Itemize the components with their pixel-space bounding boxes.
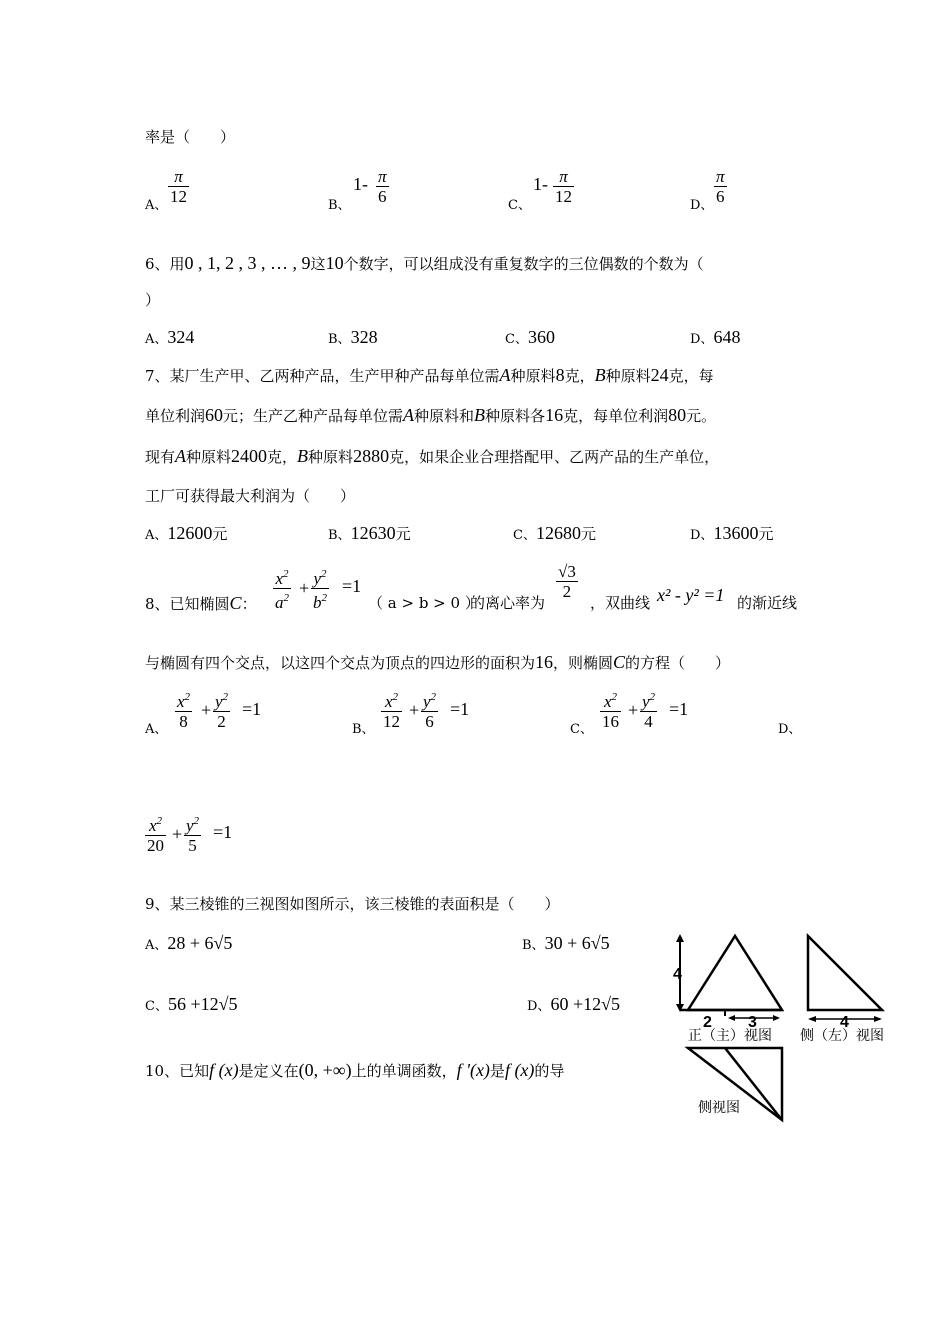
q5-option-b-prefix: 1-	[353, 174, 368, 194]
q8-option-a-x: $\frac{x^2}{8}$	[177, 691, 191, 731]
q8-line-2: 与椭圆有四个交点，以这四个交点为顶点的四边形的面积为16，则椭圆C的方程（ ）	[145, 652, 731, 672]
q9-option-c: C、56 +12√5	[145, 994, 238, 1014]
q5-option-a-label: A、	[145, 198, 168, 213]
q8-option-a-y: $\frac{y^2}{2}$	[215, 691, 229, 731]
q8-option-b-plus: +	[409, 700, 420, 720]
q5-option-c-label: C、	[508, 198, 531, 213]
q8-option-c-plus: +	[628, 700, 639, 720]
q7-line-3: 现有A种原料2400克，B种原料2880克，如果企业合理搭配甲、乙两产品的生产单位，	[145, 446, 720, 466]
q9-three-view-figure	[670, 928, 920, 1128]
q8-option-d-plus: +	[172, 824, 183, 844]
q8-option-a-plus: +	[201, 700, 212, 720]
q5-option-d-frac: $\frac{\pi}{6}$	[716, 167, 725, 206]
q7-option-b: B、12630元	[328, 523, 411, 543]
q8-option-c-label: C、	[570, 722, 593, 737]
q6-option-b: B、328	[328, 327, 378, 347]
q8-option-d-eq: =1	[213, 822, 233, 842]
q8-condition: （ a > b > 0 ）	[368, 594, 480, 612]
q8-option-a-label: A、	[145, 722, 168, 737]
q8-ecc-text: 的离心率为	[470, 594, 546, 612]
q8-option-c-eq: =1	[669, 699, 689, 719]
q9-option-a: A、28 + 6√5	[145, 933, 233, 953]
q6-stem: 6、用0 , 1, 2 , 3 , … , 9这10个数字，可以组成没有重复数字的三位偶数的个数为（	[145, 253, 704, 273]
q8-eq-one: =1	[342, 576, 362, 596]
q5-stem: 率是（ ）	[145, 128, 236, 146]
q8-prefix: 8、已知椭圆C：	[145, 593, 257, 613]
q5-option-c-prefix: 1-	[533, 174, 548, 194]
q8-option-b-label: B、	[352, 722, 375, 737]
dim-left-width: 2	[703, 1014, 712, 1031]
q5-option-b-frac: $\frac{\pi}{6}$	[378, 167, 387, 206]
q8-plus: +	[299, 578, 310, 598]
front-view	[673, 934, 782, 1044]
q8-option-b-x: $\frac{x^2}{12}$	[383, 691, 400, 731]
q6-stem-close: ）	[145, 291, 161, 309]
q5-option-d-label: D、	[690, 198, 714, 213]
q7-line-4: 工厂可获得最大利润为（ ）	[145, 487, 356, 505]
q8-option-b-y: $\frac{y^2}{6}$	[423, 691, 437, 731]
q5-option-b-label: B、	[328, 198, 351, 213]
side-view-caption: 侧（左）视图	[800, 1028, 884, 1044]
q5-option-a-frac: $\frac{\pi}{12}$	[170, 167, 187, 206]
q8-option-b-eq: =1	[450, 699, 470, 719]
q8-ellipse-y-term: $\frac{y^2}{b^2}$	[313, 568, 327, 612]
dim-right-width: 3	[748, 1014, 757, 1031]
dim-height: 4	[673, 966, 682, 983]
q6-option-d: D、648	[690, 327, 741, 347]
q8-asym-text: 的渐近线	[737, 594, 798, 612]
q7-option-c: C、12680元	[513, 523, 596, 543]
q8-option-c-y: $\frac{y^2}{4}$	[642, 691, 656, 731]
side-view	[800, 936, 884, 1044]
dim-side-width: 4	[840, 1014, 849, 1031]
q8-hyper-text: ，双曲线	[590, 594, 651, 612]
q9-option-b: B、30 + 6√5	[522, 933, 610, 953]
q6-option-c: C、360	[505, 327, 555, 347]
q7-line-2: 单位利润60元；生产乙种产品每单位需A种原料和B种原料各16克，每单位利润80元。	[145, 405, 717, 425]
q7-option-a: A、12600元	[145, 523, 228, 543]
q8-option-c-x: $\frac{x^2}{16}$	[602, 691, 619, 731]
q10-stem: 10、已知f (x)是定义在(0, +∞)上的单调函数，f '(x)是f (x)的导	[145, 1060, 565, 1080]
q8-option-d-y: $\frac{y^2}{5}$	[186, 815, 200, 855]
q8-hyper-eq: x² - y² =1	[657, 585, 725, 605]
q8-option-d-x: $\frac{x^2}{20}$	[147, 815, 164, 855]
q8-option-d-label: D、	[778, 722, 802, 737]
q8-ellipse-x-term: $\frac{x^2}{a^2}$	[275, 568, 289, 612]
q8-option-a-eq: =1	[242, 699, 262, 719]
q7-line-1: 7、某厂生产甲、乙两种产品，生产甲种产品每单位需A种原料8克，B种原料24克，每	[145, 365, 714, 385]
q9-option-d: D、60 +12√5	[527, 994, 620, 1014]
q8-ecc-value: $\frac{√3}{2}$	[558, 562, 576, 601]
q9-stem: 9、某三棱锥的三视图如图所示，该三棱锥的表面积是（ ）	[145, 895, 560, 913]
front-view-caption: 正（主）视图	[688, 1028, 772, 1044]
top-view-caption: 侧视图	[698, 1100, 740, 1116]
q6-option-a: A、324	[145, 327, 195, 347]
top-view	[688, 1048, 782, 1120]
q7-option-d: D、13600元	[690, 523, 774, 543]
q5-option-c-frac: $\frac{\pi}{12}$	[555, 167, 572, 206]
